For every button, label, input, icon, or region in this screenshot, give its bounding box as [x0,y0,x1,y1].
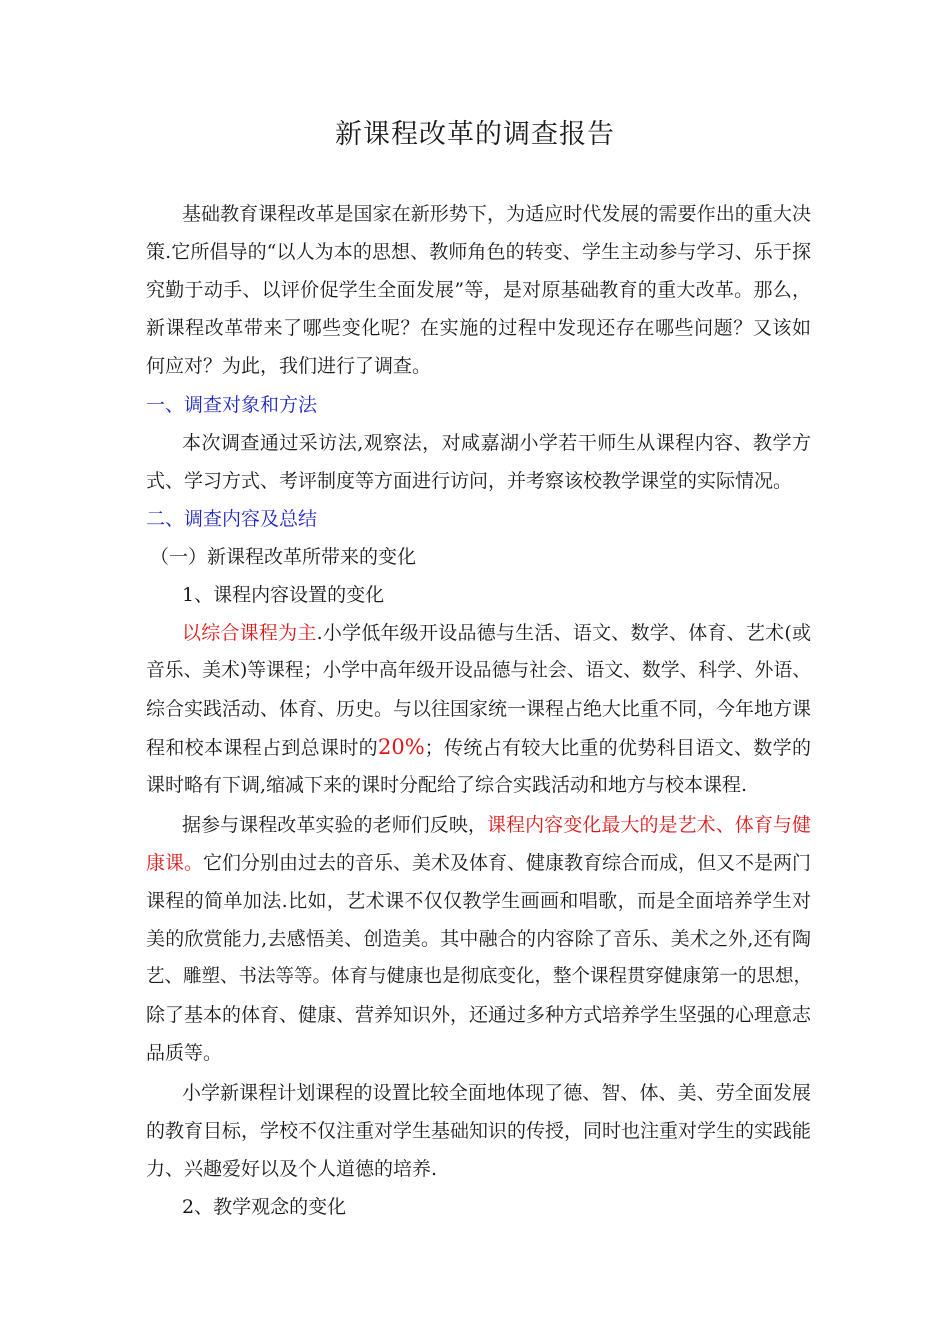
highlight-percentage: 20% [377,735,425,759]
subsection-heading-changes: （一）新课程改革所带来的变化 [150,546,417,568]
document-title: 新课程改革的调查报告 [335,119,615,150]
highlight-health-course: 康课。 [146,852,204,874]
p2-line-7: 品质等。 [146,1042,223,1064]
p3-line-2: 的教育目标，学校不仅注重对学生基础知识的传授，同时也注重对学生的实践能 [146,1120,812,1142]
p1-line-4-post: ；传统占有较大比重的优势科目语文、数学的 [424,737,811,759]
p2-line-3: 课程的简单加法.比如，艺术课不仅仅教学生画画和唱歌，而是全面培养学生对 [146,890,811,912]
section1-line-2: 式、学习方式、考评制度等方面进行访问，并考察该校教学课堂的实际情况。 [146,470,793,492]
p2-line-2-rest: 它们分别由过去的音乐、美术及体育、健康教育综合而成，但又不是两门 [203,852,812,874]
item-heading-teaching-concept: 2、教学观念的变化 [182,1196,347,1218]
section1-line-1: 本次调查通过采访法,观察法，对咸嘉湖小学若干师生从课程内容、教学方 [182,432,811,454]
p1-line-2: 音乐、美术)等课程；小学中高年级开设品德与社会、语文、数学、科学、外语、 [146,660,811,681]
p2-line-1-pre: 据参与课程改革实验的老师们反映， [182,814,487,836]
p2-line-2 [146,850,811,876]
p1-line-3: 综合实践活动、体育、历史。与以往国家统一课程占绝大比重不同，今年地方课 [146,698,812,720]
p2-line-4: 美的欣赏能力,去感悟美、创造美。其中融合的内容除了音乐、美术之外,还有陶 [146,928,811,950]
p2-line-5: 艺、雕塑、书法等等。体育与健康也是彻底变化，整个课程贯穿健康第一的思想， [146,966,813,987]
p1-line-4-pre: 程和校本课程占到总课时的 [146,737,378,759]
p2-line-1 [146,812,811,838]
p1-line-4 [146,734,811,761]
section-heading-methods: 一、调查对象和方法 [146,394,318,416]
p1-line-1 [146,620,811,646]
p3-line-3: 力、兴趣爱好以及个人道德的培养. [146,1158,438,1180]
highlight-integrated-courses: 以综合课程为主 [182,622,317,644]
intro-line-2: 策.它所倡导的“以人为本的思想、教师角色的转变、学生主动参与学习、乐于探 [146,241,811,263]
p2-line-6: 除了基本的体育、健康、营养知识外，还通过多种方式培养学生坚强的心理意志 [146,1004,812,1026]
p1-line-1-rest: .小学低年级开设品德与生活、语文、数学、体育、艺术(或 [316,622,811,644]
highlight-biggest-change: 课程内容变化最大的是艺术、体育与健 [487,814,811,836]
p3-line-1: 小学新课程计划课程的设置比较全面地体现了德、智、体、美、劳全面发展 [182,1082,811,1104]
intro-line-4: 新课程改革带来了哪些变化呢？在实施的过程中发现还存在哪些问题？又该如 [146,317,811,339]
p1-line-5: 课时略有下调,缩减下来的课时分配给了综合实践活动和地方与校本课程. [146,774,748,796]
intro-line-1: 基础教育课程改革是国家在新形势下，为适应时代发展的需要作出的重大决 [182,203,811,225]
section-heading-content: 二、调查内容及总结 [146,508,318,530]
item-heading-course-content: 1、课程内容设置的变化 [182,584,385,606]
intro-line-3: 究勤于动手、以评价促学生全面发展”等，是对原基础教育的重大改革。那么， [146,279,811,301]
intro-line-5: 何应对？为此，我们进行了调查。 [146,355,432,377]
